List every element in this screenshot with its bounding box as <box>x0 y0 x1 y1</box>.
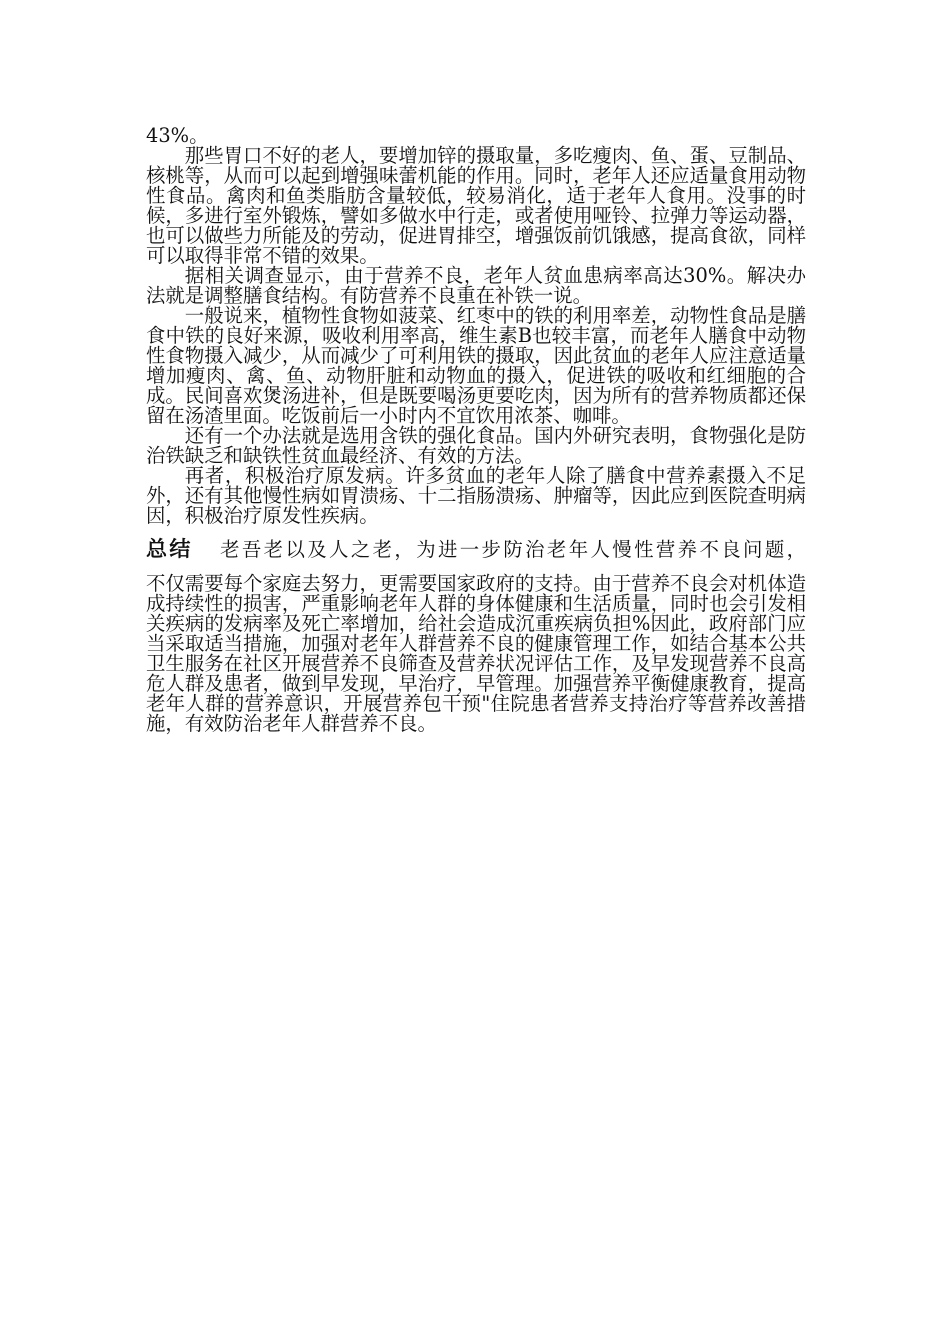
summary-first-line <box>146 535 806 564</box>
paragraph-anemia-survey: 据相关调查显示，由于营养不良，老年人贫血患病率高达30%。解决办法就是调整膳食结构。有防营养不良重在补铁一说。 <box>146 264 806 307</box>
summary-body: 不仅需要每个家庭去努力，更需要国家政府的支持。由于营养不良会对机体造成持续性的损害，严重影响老年人群的身体健康和生活质量，同时也会引发相关疾病的发病率及死亡率增加，给社会造成沉重疾病负担%因此，政府部门应当采取适当措施，加强对老年人群营养不良的健康管理工作，如结合基本公共卫生服务在社区开展营养不良筛查及营养状况评估工作，及早发现营养不良高危人群及患者，做到早发现，早治疗，早管理。加强营养平衡健康教育，提高老年人群的营养意识，开展营养包干预"住院患者营养支持治疗等营养改善措施，有效防治老年人群营养不良。 <box>146 572 806 735</box>
paragraph-fortified-food: 还有一个办法就是选用含铁的强化食品。国内外研究表明，食物强化是防治铁缺乏和缺铁性贫血最经济、有效的方法。 <box>146 424 806 467</box>
summary-first-line-text: 老吾老以及人之老，为进一步防治老年人慢性营养不良问题， <box>220 538 806 561</box>
paragraph-treat-primary-disease: 再者，积极治疗原发病。许多贫血的老年人除了膳食中营养素摄入不足外，还有其他慢性病如胃溃疡、十二指肠溃疡、肿瘤等，因此应到医院查明病因，积极治疗原发性疾病。 <box>146 464 806 527</box>
paragraph-continuation: 43%。 <box>146 124 209 147</box>
summary-section <box>146 535 806 734</box>
summary-label: 总结 <box>146 537 193 561</box>
paragraph-zinc-intake: 那些胃口不好的老人，要增加锌的摄取量，多吃瘦肉、鱼、蛋、豆制品、核桃等，从而可以起到增强味蕾机能的作用。同时，老年人还应适量食用动物性食品。禽肉和鱼类脂肪含量较低，较易消化，适于老年人食用。没事的时候，多进行室外锻炼，譬如多做水中行走，或者使用哑铃、拉弹力等运动器，也可以做些力所能及的劳动，促进胃排空，增强饭前饥饿感，提高食欲，同样可以取得非常不错的效果。 <box>146 144 806 267</box>
paragraph-iron-sources: 一般说来，植物性食物如菠菜、红枣中的铁的利用率差，动物性食品是膳食中铁的良好来源，吸收利用率高，维生素B也较丰富，而老年人膳食中动物性食物摄入减少，从而减少了可利用铁的摄取，因此贫血的老年人应注意适量增加瘦肉、禽、鱼、动物肝脏和动物血的摄入，促进铁的吸收和红细胞的合成。民间喜欢煲汤进补，但是既要喝汤更要吃肉，因为所有的营养物质都还保留在汤渣里面。吃饭前后一小时内不宜饮用浓茶、咖啡。 <box>146 304 806 427</box>
document-page <box>146 126 806 734</box>
